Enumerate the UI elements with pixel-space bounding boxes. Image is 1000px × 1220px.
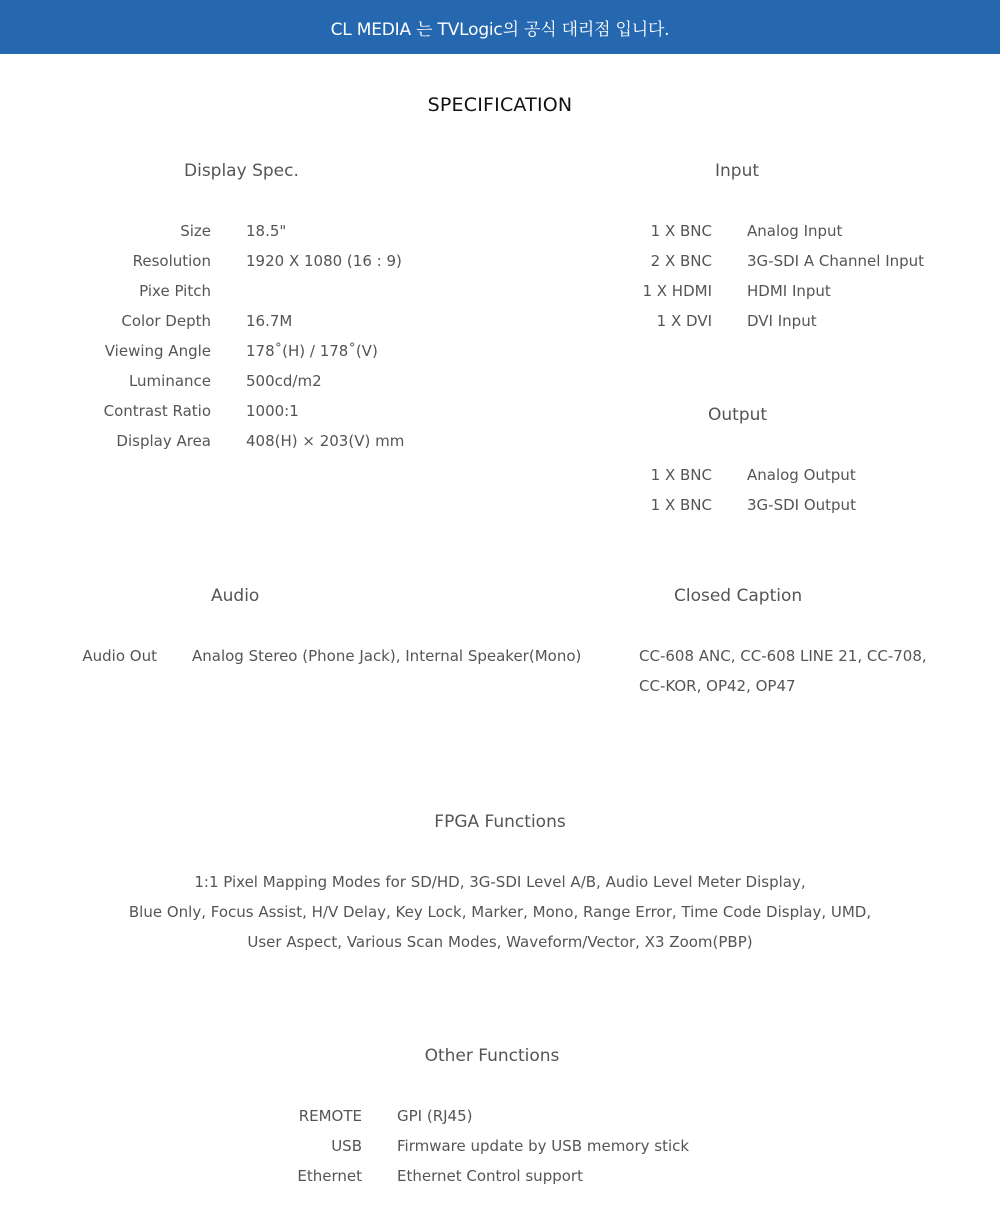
output-connector: 1 X BNC xyxy=(650,466,712,484)
banner-text: CL MEDIA 는 TVLogic의 공식 대리점 입니다. xyxy=(330,19,670,40)
input-connector: 1 X HDMI xyxy=(642,282,712,300)
input-connector: 2 X BNC xyxy=(650,252,712,270)
spec-value: 1000:1 xyxy=(246,402,299,420)
input-connector: 1 X DVI xyxy=(656,312,712,330)
spec-label: Resolution xyxy=(132,252,211,270)
spec-value: 16.7M xyxy=(246,312,293,330)
input-description: Analog Input xyxy=(747,222,843,240)
dealer-banner xyxy=(0,0,1000,54)
other-functions-title: Other Functions xyxy=(424,1046,560,1066)
page-title: SPECIFICATION xyxy=(427,94,573,116)
spec-label: Pixe Pitch xyxy=(139,282,211,300)
input-title: Input xyxy=(715,161,760,181)
fpga-line: User Aspect, Various Scan Modes, Waveform/Vector, X3 Zoom(PBP) xyxy=(247,933,753,951)
other-value: GPI (RJ45) xyxy=(397,1107,473,1125)
fpga-line: 1:1 Pixel Mapping Modes for SD/HD, 3G-SDI Level A/B, Audio Level Meter Display, xyxy=(194,873,806,891)
fpga-line: Blue Only, Focus Assist, H/V Delay, Key Lock, Marker, Mono, Range Error, Time Code Display, UMD, xyxy=(128,903,872,921)
output-description: 3G-SDI Output xyxy=(747,496,856,514)
other-value: Firmware update by USB memory stick xyxy=(397,1137,690,1155)
output-connector: 1 X BNC xyxy=(650,496,712,514)
closed-caption-line: CC-KOR, OP42, OP47 xyxy=(639,677,796,695)
closed-caption-title: Closed Caption xyxy=(674,586,803,606)
spec-value: 500cd/m2 xyxy=(246,372,322,390)
input-description: DVI Input xyxy=(747,312,817,330)
output-description: Analog Output xyxy=(747,466,856,484)
closed-caption-line: CC-608 ANC, CC-608 LINE 21, CC-708, xyxy=(639,647,927,665)
other-label: REMOTE xyxy=(298,1107,362,1125)
spec-value: 18.5" xyxy=(246,222,287,240)
spec-label: Contrast Ratio xyxy=(103,402,211,420)
audio-value: Analog Stereo (Phone Jack), Internal Speaker(Mono) xyxy=(192,647,582,665)
audio-label: Audio Out xyxy=(82,647,157,665)
input-connector: 1 X BNC xyxy=(650,222,712,240)
other-label: Ethernet xyxy=(297,1167,362,1185)
audio-title: Audio xyxy=(211,586,260,606)
spec-label: Viewing Angle xyxy=(104,342,211,360)
spec-label: Color Depth xyxy=(121,312,211,330)
spec-value: 178˚(H) / 178˚(V) xyxy=(246,342,378,360)
spec-value: 408(H) × 203(V) mm xyxy=(246,432,405,450)
spec-value: 1920 X 1080 (16 : 9) xyxy=(246,252,402,270)
fpga-title: FPGA Functions xyxy=(434,812,566,832)
input-description: 3G-SDI A Channel Input xyxy=(747,252,925,270)
output-title: Output xyxy=(708,405,768,425)
other-label: USB xyxy=(331,1137,362,1155)
spec-label: Luminance xyxy=(128,372,211,390)
spec-label: Display Area xyxy=(116,432,211,450)
display-spec-title: Display Spec. xyxy=(184,161,299,181)
input-description: HDMI Input xyxy=(747,282,831,300)
other-value: Ethernet Control support xyxy=(397,1167,583,1185)
spec-label: Size xyxy=(180,222,211,240)
